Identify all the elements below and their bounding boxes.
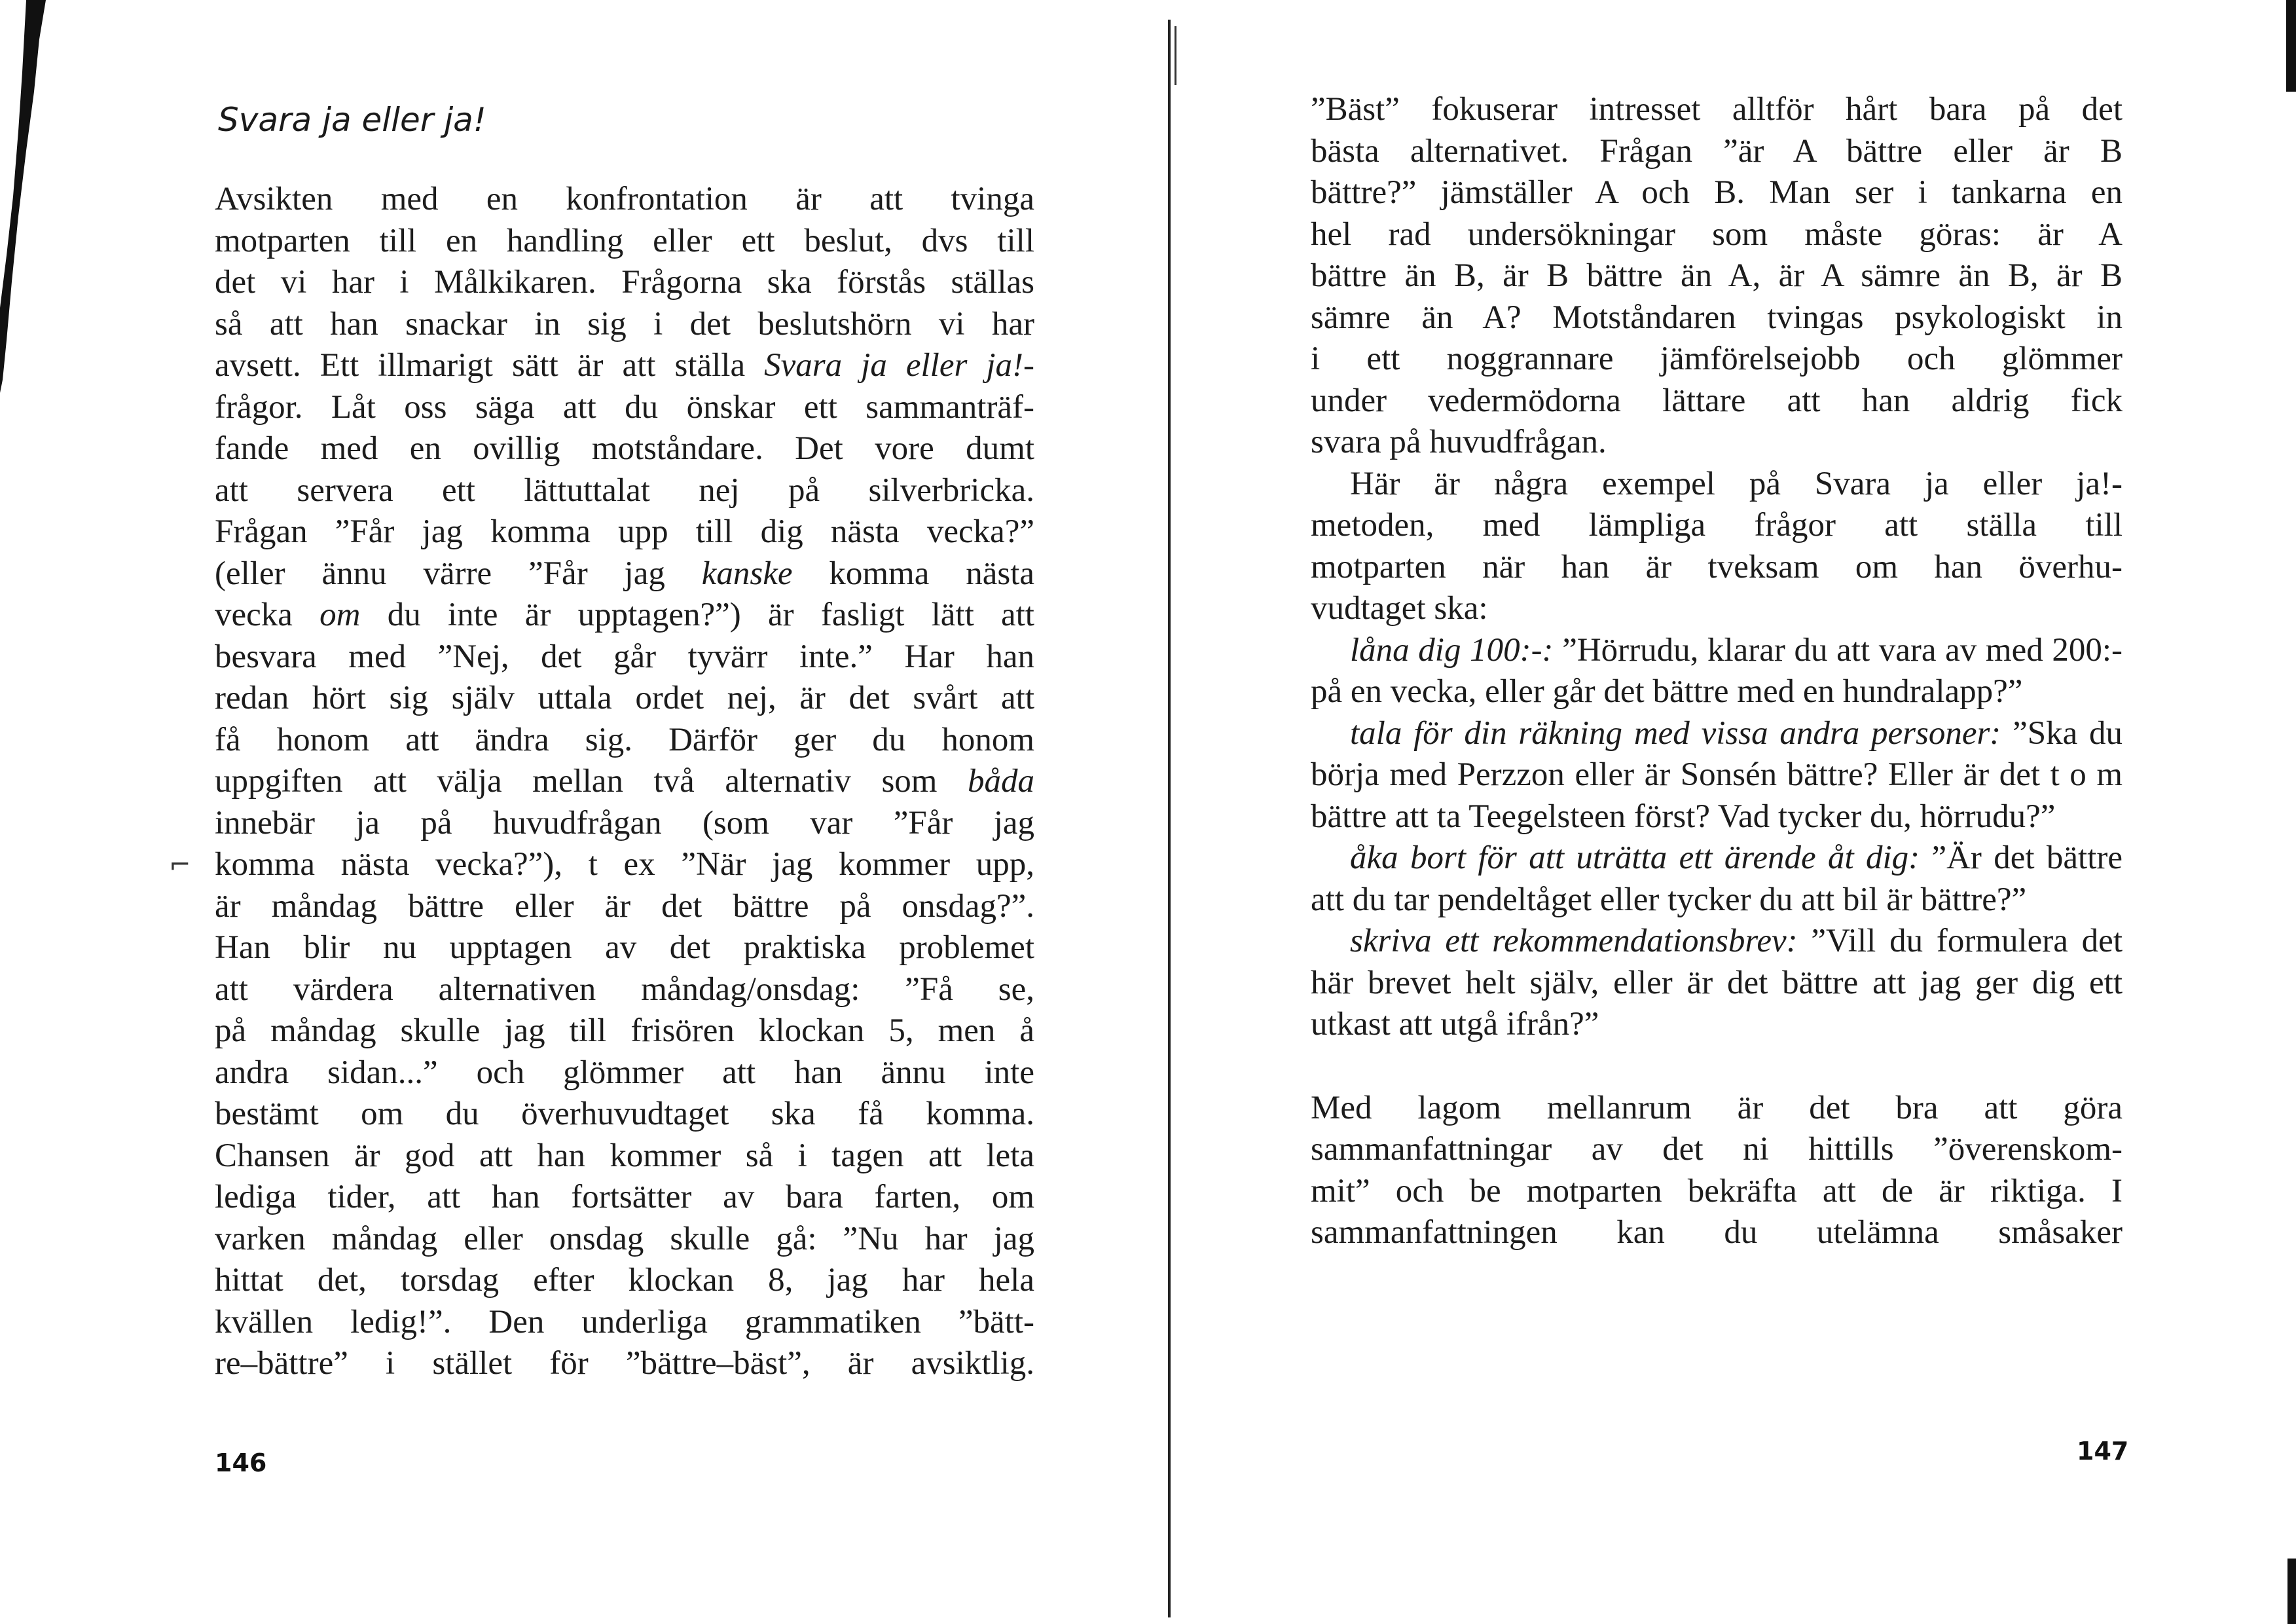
page-number: 147 (2077, 1437, 2129, 1466)
example-item (1311, 713, 2123, 838)
left-paragraph (215, 179, 1034, 1385)
example-label: låna dig 100:-: (1350, 631, 1554, 669)
text-line: sammanfattningen kan du utelämna småsaker (1311, 1214, 2123, 1251)
text-line: Chansen är god att han kommer så i tagen att leta (215, 1137, 1034, 1174)
text-line: bättre?” jämställer A och B. Man ser i tankarna en (1311, 174, 2123, 211)
text-line: metoden, med lämpliga frågor att ställa till (1311, 507, 2123, 544)
text-line: sammanfattningar av det ni hittills ”överenskom- (1311, 1131, 2123, 1168)
right-paragraph (1311, 1088, 2123, 1254)
text-line: hittat det, torsdag efter klockan 8, jag har hela (215, 1262, 1034, 1299)
scan-edge-shadow (0, 0, 46, 393)
example-item (1311, 630, 2123, 713)
text-line: redan hört sig själv uttala ordet nej, är det svårt att (215, 680, 1034, 716)
text-line: så att han snackar in sig i det beslutshörn vi har (215, 305, 1034, 342)
text-line: att värdera alternativen måndag/onsdag: ”Få se, (215, 970, 1034, 1008)
example-text: ”Hörrudu, klarar du att vara av med 200:- på en vecka, eller går det bättre med en hundralapp?” (1311, 631, 2123, 710)
text-line: motparten när han är tveksam om han överhu- (1311, 548, 2123, 585)
right-paragraph (1311, 464, 2123, 630)
scan-edge-shadow (2286, 0, 2296, 92)
text-line: andra sidan...” och glömmer att han ännu inte (215, 1054, 1034, 1091)
text-line: det vi har i Målkikaren. Frågorna ska förstås ställas (215, 264, 1034, 301)
text-line: komma nästa vecka?”), t ex ”När jag kommer upp, (215, 846, 1034, 883)
right-body-text (1311, 89, 2123, 1254)
text-line: varken måndag eller onsdag skulle gå: ”Nu har jag (215, 1220, 1034, 1257)
text-line: uppgiften att välja mellan två alternativ som båda (215, 763, 1034, 800)
text-line: svara på huvudfrågan. (1311, 424, 1607, 460)
text-line: få honom att ändra sig. Därför ger du honom (215, 721, 1034, 758)
text-line: Avsikten med en konfrontation är att tvinga (215, 181, 1034, 217)
text-line: innebär ja på huvudfrågan (som var ”Får jag (215, 804, 1034, 841)
text-line: vecka om du inte är upptagen?”) är fasligt lätt att (215, 597, 1034, 633)
text-line: sämre än A? Motståndaren tvingas psykologiskt in (1311, 299, 2123, 336)
example-text: ”Ska du börja med Perzzon eller är Sonsén bättre? Eller är det t o m bättre att ta Teegelsteen först? Vad tycker du, hörrudu?” (1311, 714, 2123, 835)
italic-term: Svara ja eller ja! (764, 347, 1024, 384)
example-item (1311, 921, 2123, 1046)
text-line: i ett noggrannare jämförelsejobb och glömmer (1311, 341, 2123, 377)
italic-term: om (319, 597, 361, 633)
scan-edge-shadow (2287, 1559, 2296, 1624)
text-line: fande med en ovillig motståndare. Det vore dumt (215, 430, 1034, 467)
text-line: (eller ännu värre ”Får jag kanske komma nästa (215, 555, 1035, 592)
example-label: åka bort för att uträtta ett ärende åt dig: (1350, 840, 1920, 876)
left-body-text (215, 179, 1034, 1385)
text-line: ”Bäst” fokuserar intresset alltför hårt bara på det (1311, 91, 2123, 128)
italic-term: kanske (701, 555, 793, 592)
text-line: Här är några exempel på Svara ja eller ja!- (1350, 465, 2123, 502)
text-line: bästa alternativet. Frågan ”är A bättre eller är B (1311, 132, 2123, 170)
right-page (1172, 0, 2296, 1624)
example-label: skriva ett rekommendationsbrev: (1350, 923, 1798, 959)
example-text: ”Vill du formulera det här brevet helt själv, eller är det bättre att jag ger dig ett utkast att utgå ifrån?” (1311, 923, 2123, 1043)
text-line: motparten till en handling eller ett beslut, dvs till (215, 222, 1034, 259)
text-line: hel rad undersökningar som måste göras: är A (1311, 215, 2123, 253)
page-number: 146 (215, 1449, 267, 1477)
text-line: besvara med ”Nej, det går tyvärr inte.” Har han (215, 638, 1034, 675)
margin-mark: ⌐ (169, 850, 191, 880)
right-paragraph (1311, 89, 2123, 464)
italic-term: båda (968, 763, 1034, 800)
text-line: mit” och be motparten bekräfta att de är riktiga. I (1311, 1172, 2123, 1209)
text-line: bättre än B, är B bättre än A, är A sämre än B, är B (1311, 257, 2123, 294)
text-line: är måndag bättre eller är det bättre på onsdag?”. (215, 887, 1034, 925)
book-gutter (1168, 20, 1171, 1617)
example-label: tala för din räkning med vissa andra personer: (1350, 714, 2001, 752)
text-line: på måndag skulle jag till frisören klockan 5, men å (215, 1012, 1034, 1049)
text-line: re–bättre” i stället för ”bättre–bäst”, är avsiktlig. (215, 1345, 1034, 1382)
text-line: lediga tider, att han fortsätter av bara farten, om (215, 1179, 1034, 1215)
text-line: under vedermödorna lättare att han aldrig fick (1311, 382, 2123, 419)
chapter-heading: Svara ja eller ja! (218, 101, 486, 139)
text-line: bestämt om du överhuvudtaget ska få komma. (215, 1096, 1034, 1132)
text-line: vudtaget ska: (1311, 590, 1488, 627)
text-line: Med lagom mellanrum är det bra att göra (1311, 1089, 2123, 1126)
example-item (1311, 838, 2123, 921)
text-line: frågor. Låt oss säga att du önskar ett sammanträf- (215, 388, 1034, 426)
text-line: att servera ett lättuttalat nej på silverbricka. (215, 471, 1034, 509)
text-line: Frågan ”Får jag komma upp till dig nästa vecka?” (215, 513, 1034, 550)
text-line: kvällen ledig!”. Den underliga grammatiken ”bätt- (215, 1303, 1034, 1340)
text-line: Han blir nu upptagen av det praktiska problemet (215, 929, 1034, 966)
text-line: avsett. Ett illmarigt sätt är att ställa Svara ja eller ja!- (215, 347, 1034, 384)
example-text: ”Är det bättre att du tar pendeltåget eller tycker du att bil är bättre?” (1311, 840, 2123, 918)
